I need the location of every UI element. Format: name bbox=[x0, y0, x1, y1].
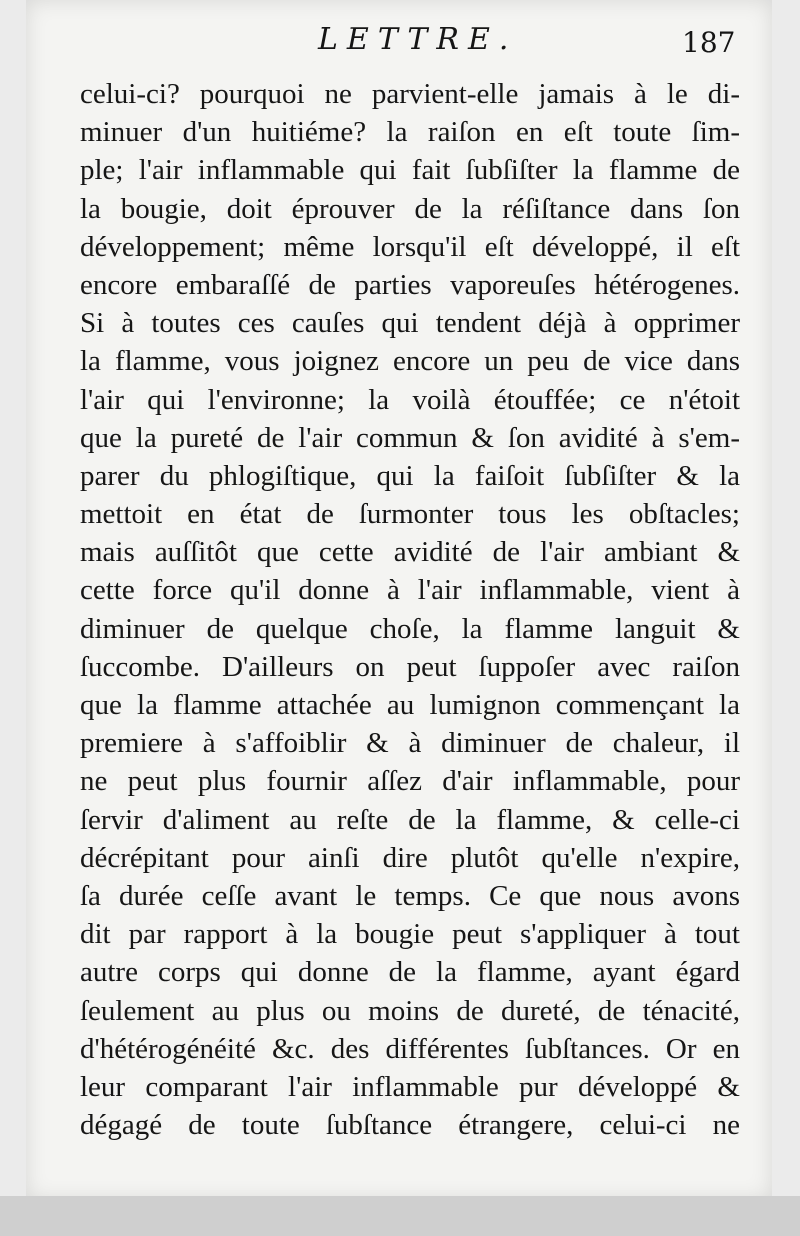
text-line: ſuccombe. D'ailleurs on peut ſuppoſer avec raiſon bbox=[80, 650, 740, 683]
text-line: ple; l'air inflammable qui fait ſubſiſter la flamme de bbox=[80, 154, 740, 187]
text-line: premiere à s'affoiblir & à diminuer de chaleur, il bbox=[80, 727, 740, 760]
text-line: Si à toutes ces cauſes qui tendent déjà à opprimer bbox=[80, 307, 740, 340]
text-line: diminuer de quelque choſe, la flamme languit & bbox=[80, 612, 740, 645]
text-line: parer du phlogiſtique, qui la faiſoit ſubſiſter & la bbox=[80, 459, 740, 492]
page-number: 187 bbox=[682, 26, 736, 59]
text-line: ne peut plus fournir aſſez d'air inflammable, pour bbox=[80, 765, 740, 798]
text-line: développement; même lorsqu'il eſt développé, il eſt bbox=[80, 230, 740, 263]
text-line: d'hétérogénéité &c. des différentes ſubſtances. Or en bbox=[80, 1032, 740, 1065]
body-text bbox=[80, 75, 740, 1144]
text-line: dégagé de toute ſubſtance étrangere, celui-ci ne bbox=[80, 1109, 740, 1142]
running-title: LETTRE. bbox=[318, 22, 518, 57]
text-line: celui-ci? pourquoi ne parvient-elle jamais à le di- bbox=[80, 78, 740, 110]
text-line: leur comparant l'air inflammable pur développé & bbox=[80, 1070, 740, 1103]
text-line: que la pureté de l'air commun & ſon avidité à s'em- bbox=[80, 421, 740, 454]
text-line: ſa durée ceſſe avant le temps. Ce que nous avons bbox=[80, 879, 740, 912]
text-line: encore embaraſſé de parties vaporeuſes hétérogenes. bbox=[80, 268, 740, 301]
text-line: que la flamme attachée au lumignon commençant la bbox=[80, 689, 740, 721]
text-line: cette force qu'il donne à l'air inflammable, vient à bbox=[80, 574, 740, 607]
text-line: mettoit en état de ſurmonter tous les obſtacles; bbox=[80, 498, 740, 531]
text-line: autre corps qui donne de la flamme, ayant égard bbox=[80, 956, 740, 989]
text-line: ſervir d'aliment au reſte de la flamme, & celle-ci bbox=[80, 803, 740, 836]
text-line: ſeulement au plus ou moins de dureté, de ténacité, bbox=[80, 994, 740, 1027]
text-line: dit par rapport à la bougie peut s'appliquer à tout bbox=[80, 918, 740, 951]
text-line: décrépitant pour ainſi dire plutôt qu'elle n'expire, bbox=[80, 841, 740, 874]
page-bottom-edge bbox=[0, 1196, 800, 1236]
text-line: la bougie, doit éprouver de la réſiſtance dans ſon bbox=[80, 192, 740, 225]
text-line: l'air qui l'environne; la voilà étouffée; ce n'étoit bbox=[80, 383, 740, 416]
text-line: la flamme, vous joignez encore un peu de vice dans bbox=[80, 345, 740, 378]
text-line: mais auſſitôt que cette avidité de l'air ambiant & bbox=[80, 536, 740, 569]
page-header bbox=[0, 22, 800, 62]
text-line: minuer d'un huitiéme? la raiſon en eſt toute ſim- bbox=[80, 116, 740, 149]
